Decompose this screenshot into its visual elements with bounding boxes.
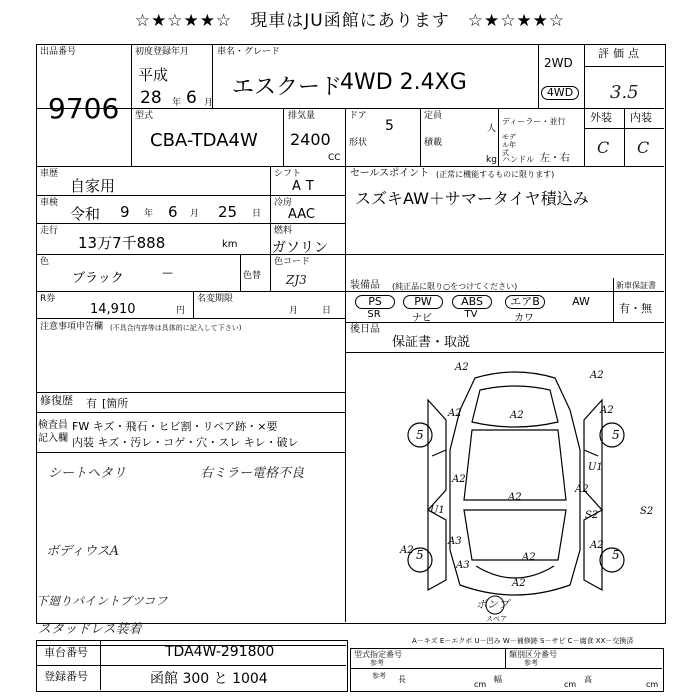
recycle-unit: 円	[176, 306, 186, 316]
capacity-label: 定員	[424, 111, 443, 121]
note-studless: スタッドレス装着	[38, 622, 142, 637]
equipment-label: 装備品	[350, 280, 380, 291]
sales-point-label: セールスポイント	[350, 168, 430, 179]
new-car-warranty-label: 新車保証書	[616, 281, 656, 290]
damage-mark: A2	[452, 474, 466, 485]
drive-2wd: 2WD	[544, 56, 573, 70]
recycle-value: 14,910	[90, 302, 136, 317]
car-grade: 4WD 2.4XG	[340, 70, 467, 95]
damage-mark: A2	[400, 545, 414, 556]
damage-mark: U1	[430, 505, 445, 516]
note-mirror: 右ミラー電格不良	[200, 466, 305, 481]
damage-mark: A2	[448, 408, 462, 419]
displacement-label: 排気量	[288, 111, 316, 121]
inspection-day: 25	[218, 203, 238, 221]
model-year-label: モデル年式	[502, 133, 516, 157]
width-cm: cm	[564, 680, 577, 689]
color-value: ブラック	[72, 271, 124, 286]
damage-mark: A2	[590, 540, 604, 551]
recycle-label: R券	[40, 294, 56, 304]
recycle-tax-label: 名変期限	[197, 294, 234, 304]
damage-mark: A2	[600, 405, 614, 416]
plate-label: 登録番号	[44, 670, 88, 683]
doors-label: ドア	[349, 111, 367, 121]
sales-point-note: (正常に機能するものに限ります)	[436, 170, 555, 179]
ac-value: AAC	[288, 207, 315, 222]
damage-mark: A3	[456, 560, 470, 571]
inspection-year-unit: 年	[144, 209, 154, 219]
equipment-item-4: AW	[572, 295, 590, 308]
height-cm: cm	[646, 680, 659, 689]
recycle-day-unit: 日	[322, 306, 332, 316]
plate-number: 函館 300 と 1004	[150, 671, 268, 687]
registration-label: 初度登録年月	[135, 47, 190, 57]
damage-mark: A2	[510, 410, 524, 421]
checklist-label-1: 検査員	[38, 420, 68, 431]
damage-mark: A3	[448, 536, 462, 547]
handle-label: ハンドル	[502, 155, 534, 164]
notes-label: 注意事項申告欄	[40, 322, 104, 332]
shape-label: 形状	[349, 138, 368, 148]
interior-grade: C	[637, 138, 650, 157]
note-paint: 下廻りパイントブツコフ	[36, 594, 168, 608]
checklist-row-1: FW キズ・飛石・ヒビ割・リペア跡・×要	[72, 420, 278, 433]
registration-era: 平成	[138, 66, 169, 84]
load-label: 積載	[424, 138, 443, 148]
chassis-label: 車台番号	[44, 646, 88, 659]
damage-mark: U1	[588, 462, 603, 473]
equipment-item-2: ABS	[452, 295, 492, 309]
class-label: 類別区分番号	[509, 650, 557, 659]
equipment-item-0: PS	[355, 295, 395, 309]
displacement-unit: CC	[328, 153, 341, 163]
fuel-value: ガソリン	[272, 240, 328, 256]
damage-mark: A2	[590, 370, 604, 381]
model-label: 型式	[135, 111, 154, 121]
capacity-unit: 人	[487, 124, 497, 134]
chassis-number: TDA4W-291800	[165, 644, 275, 660]
note-body: ボディウスA	[46, 544, 119, 559]
equipment-item-sub-0: SR	[367, 309, 381, 320]
inspection-year: 9	[120, 203, 130, 221]
wheel-mark: 5	[416, 548, 424, 562]
registration-year: 28	[140, 88, 162, 108]
damage-mark: S2	[585, 510, 599, 521]
sales-point-value: スズキAW＋サマータイヤ積込み	[355, 189, 589, 208]
score-value: 3.5	[610, 82, 639, 103]
fuel-label: 燃料	[274, 226, 293, 236]
interior-label: 内装	[630, 111, 652, 124]
damage-mark: A2	[522, 552, 536, 563]
usage-value: 自家用	[70, 177, 116, 195]
damage-mark: A2	[455, 362, 469, 373]
diagram-spare: スペア	[486, 615, 507, 623]
lot-number: 9706	[48, 92, 120, 125]
mileage-unit: km	[222, 239, 238, 250]
diagram-legend: A－キズ E－エクボ U－凹み W－補修跡 S－サビ C－腐食 XX－交換済	[412, 637, 634, 645]
repair-value: 有	[86, 397, 97, 410]
after-sales-value: 保証書・取説	[392, 335, 471, 350]
equipment-note: (純正品に限り○をつけてください)	[392, 282, 518, 291]
dims-ref: 参考	[372, 672, 386, 680]
load-unit: kg	[486, 155, 497, 165]
registration-year-unit: 年	[172, 98, 182, 108]
header-banner: ☆★☆★★☆ 現車はJU函館にあります ☆★☆★★☆	[134, 11, 566, 31]
note-seat: シートヘタリ	[48, 466, 127, 481]
damage-mark: A2	[512, 578, 526, 589]
repair-label: 修復歴	[40, 394, 73, 407]
lot-label: 出品番号	[40, 47, 77, 57]
wheel-mark: 5	[612, 548, 620, 562]
exterior-grade: C	[597, 138, 610, 157]
diagram-pump: ポンプ	[476, 598, 509, 611]
inspection-month: 6	[168, 203, 178, 221]
notes-sub: (不具合内容等は具体的に記入して下さい)	[110, 324, 242, 332]
new-car-warranty-value: 有・無	[619, 302, 652, 315]
length-cm: cm	[474, 680, 487, 689]
type-cert-label: 型式指定番号	[354, 650, 402, 659]
equipment-item-sub-1: ナビ	[412, 313, 432, 324]
mileage-label: 走行	[40, 226, 59, 236]
doors: 5	[385, 118, 394, 134]
length-label: 長	[398, 675, 406, 684]
class-ref: 参考	[524, 659, 538, 667]
recycle-month-unit: 月	[289, 306, 299, 316]
inspection-month-unit: 月	[190, 209, 200, 219]
shift-label: シフト	[274, 169, 302, 179]
car-name-label: 車名・グレード	[217, 47, 281, 57]
type-cert-ref: 参考	[370, 659, 384, 667]
wheel-mark: 5	[416, 428, 424, 442]
equipment-item-3: エアB	[505, 295, 545, 309]
registration-month: 6	[186, 88, 197, 108]
color-code-label: 色コード	[274, 257, 311, 267]
inspection-era: 令和	[70, 205, 101, 223]
drive-4wd: 4WD	[541, 86, 579, 100]
inspection-day-unit: 日	[252, 209, 262, 219]
damage-mark: S2	[640, 506, 654, 517]
color-code: ZJ3	[286, 273, 307, 287]
color-change-label: 色替	[243, 271, 262, 281]
equipment-item-sub-2: TV	[464, 309, 478, 320]
mileage-value: 13万7千888	[78, 234, 166, 252]
equipment-item-1: PW	[403, 295, 443, 309]
wheel-mark: 5	[612, 428, 620, 442]
after-sales-label: 後日品	[350, 324, 380, 335]
handle-options: 左・右	[540, 153, 570, 164]
shift-value: AT	[292, 179, 320, 194]
repair-box: [箇所	[102, 397, 129, 410]
equipment-item-sub-3: カワ	[514, 313, 534, 324]
dealer-label: ディーラー・並行	[502, 117, 566, 126]
checklist-label-2: 記入欄	[38, 433, 68, 444]
damage-mark: A2	[508, 492, 522, 503]
displacement: 2400	[290, 130, 331, 149]
registration-month-unit: 月	[204, 98, 214, 108]
usage-label: 車歴	[40, 169, 59, 179]
inspection-label: 車検	[40, 198, 59, 208]
height-label: 高	[584, 675, 592, 684]
exterior-label: 外装	[590, 111, 612, 124]
damage-mark: A2	[575, 484, 589, 495]
checklist-row-2: 内装 キズ・汚レ・コゲ・穴・スレ キレ・破レ	[72, 436, 299, 449]
ac-label: 冷房	[274, 198, 293, 208]
width-label: 幅	[494, 675, 502, 684]
model-code: CBA-TDA4W	[150, 130, 258, 151]
score-label: 評価点	[598, 47, 643, 60]
color-label: 色	[40, 257, 50, 267]
color-dash: —	[162, 266, 173, 279]
car-name: エスクード	[232, 75, 343, 100]
